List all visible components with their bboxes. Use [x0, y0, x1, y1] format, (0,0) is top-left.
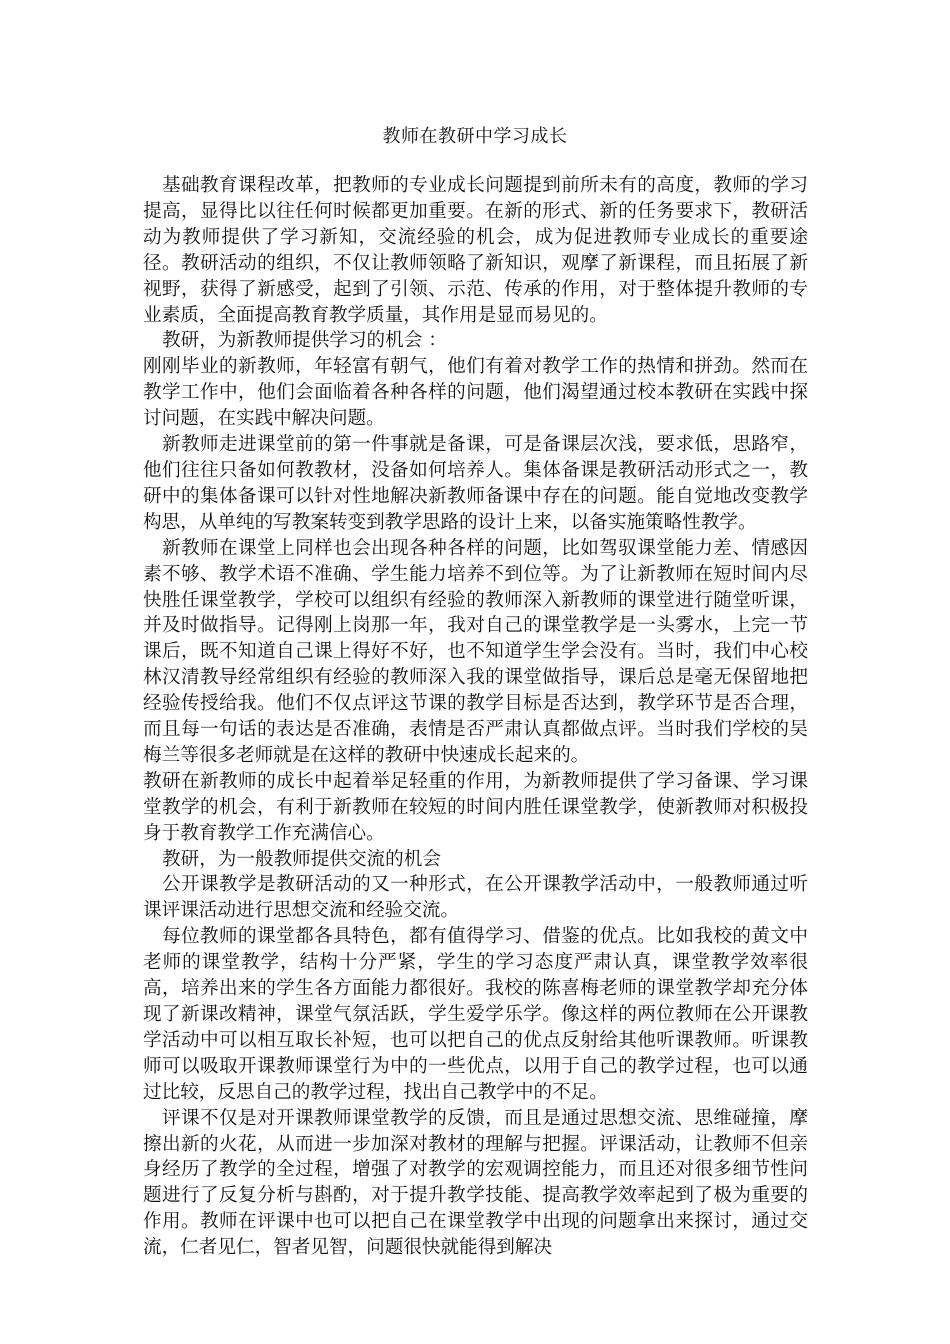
- paragraph: 基础教育课程改革，把教师的专业成长问题提到前所未有的高度，教师的学习提高，显得比以往任何时候都更加重要。在新的形式、新的任务要求下，教研活动为教师提供了学习新知，交流经验的机会，成为促进教师专业成长的重要途径。教研活动的组织，不仅让教师领略了新知识，观摩了新课程，而且拓展了新视野，获得了新感受，起到了引领、示范、传承的作用，对于整体提升教师的专业素质，全面提高教育教学质量，其作用是显而易见的。: [143, 175, 808, 326]
- paragraph: 教研在新教师的成长中起着举足轻重的作用，为新教师提供了学习备课、学习课堂教学的机会，有利于新教师在较短的时间内胜任课堂教学，使新教师对积极投身于教育教学工作充满信心。: [143, 770, 808, 844]
- paragraph: 评课不仅是对开课教师课堂教学的反馈，而且是通过思想交流、思维碰撞，摩擦出新的火花，从而进一步加深对教材的理解与把握。评课活动，让教师不但亲身经历了教学的全过程，增强了对教学的宏观调控能力，而且还对很多细节性问题进行了反复分析与斟酌，对于提升教学技能、提高教学效率起到了极为重要的作用。教师在评课中也可以把自己在课堂教学中出现的问题拿出来探讨，通过交流，仁者见仁，智者见智，问题很快就能得到解决: [143, 1107, 808, 1259]
- paragraph: 新教师走进课堂前的第一件事就是备课，可是备课层次浅，要求低，思路窄，他们往往只备如何教教材，没备如何培养人。集体备课是教研活动形式之一，教研中的集体备课可以针对性地解决新教师备课中存在的问题。能自觉地改变教学构思，从单纯的写教案转变到教学思路的设计上来，以备实施策略性教学。: [143, 434, 808, 533]
- section-heading: 教研，为一般教师提供交流的机会: [162, 848, 441, 870]
- document-body: [143, 173, 808, 1261]
- paragraph: 刚刚毕业的新教师，年轻富有朝气，他们有着对教学工作的热情和拼劲。然而在教学工作中，他们会面临着各种各样的问题，他们渴望通过校本教研在实践中探讨问题，在实践中解决问题。: [143, 356, 808, 430]
- document-title: 教师在教研中学习成长: [382, 126, 568, 147]
- paragraph: 每位教师的课堂都各具特色，都有值得学习、借鉴的优点。比如我校的黄文中老师的课堂教学，结构十分严紧，学生的学习态度严肃认真，课堂教学效率很高，培养出来的学生各方面能力都很好。我校的陈喜梅老师的课堂教学却充分体现了新课改精神，课堂气氛活跃，学生爱学乐学。像这样的两位教师在公开课教学活动中可以相互取长补短，也可以把自己的优点反射给其他听课教师。听课教师可以吸取开课教师课堂行为中的一些优点，以用于自己的教学过程，也可以通过比较，反思自己的教学过程，找出自己教学中的不足。: [143, 926, 808, 1103]
- paragraph: 公开课教学是教研活动的又一种形式，在公开课教学活动中，一般教师通过听课评课活动进行思想交流和经验交流。: [143, 874, 808, 922]
- section-heading: 教研，为新教师提供学习的机会 ：: [162, 330, 447, 352]
- paragraph: 新教师在课堂上同样也会出现各种各样的问题，比如驾驭课堂能力差、情感因素不够、教学术语不准确、学生能力培养不到位等。为了让新教师在短时间内尽快胜任课堂教学，学校可以组织有经验的教师深入新教师的课堂进行随堂听课，并及时做指导。记得刚上岗那一年，我对自己的课堂教学是一头雾水，上完一节课后，既不知道自己课上得好不好，也不知道学生学会没有。当时，我们中心校林汉清教导经常组织有经验的教师深入我的课堂做指导，课后总是毫无保留地把经验传授给我。他们不仅点评这节课的教学目标是否达到，教学环节是否合理，而且每一句话的表达是否准确，表情是否严肃认真都做点评。当时我们学校的吴梅兰等很多老师就是在这样的教研中快速成长起来的。: [143, 537, 808, 766]
